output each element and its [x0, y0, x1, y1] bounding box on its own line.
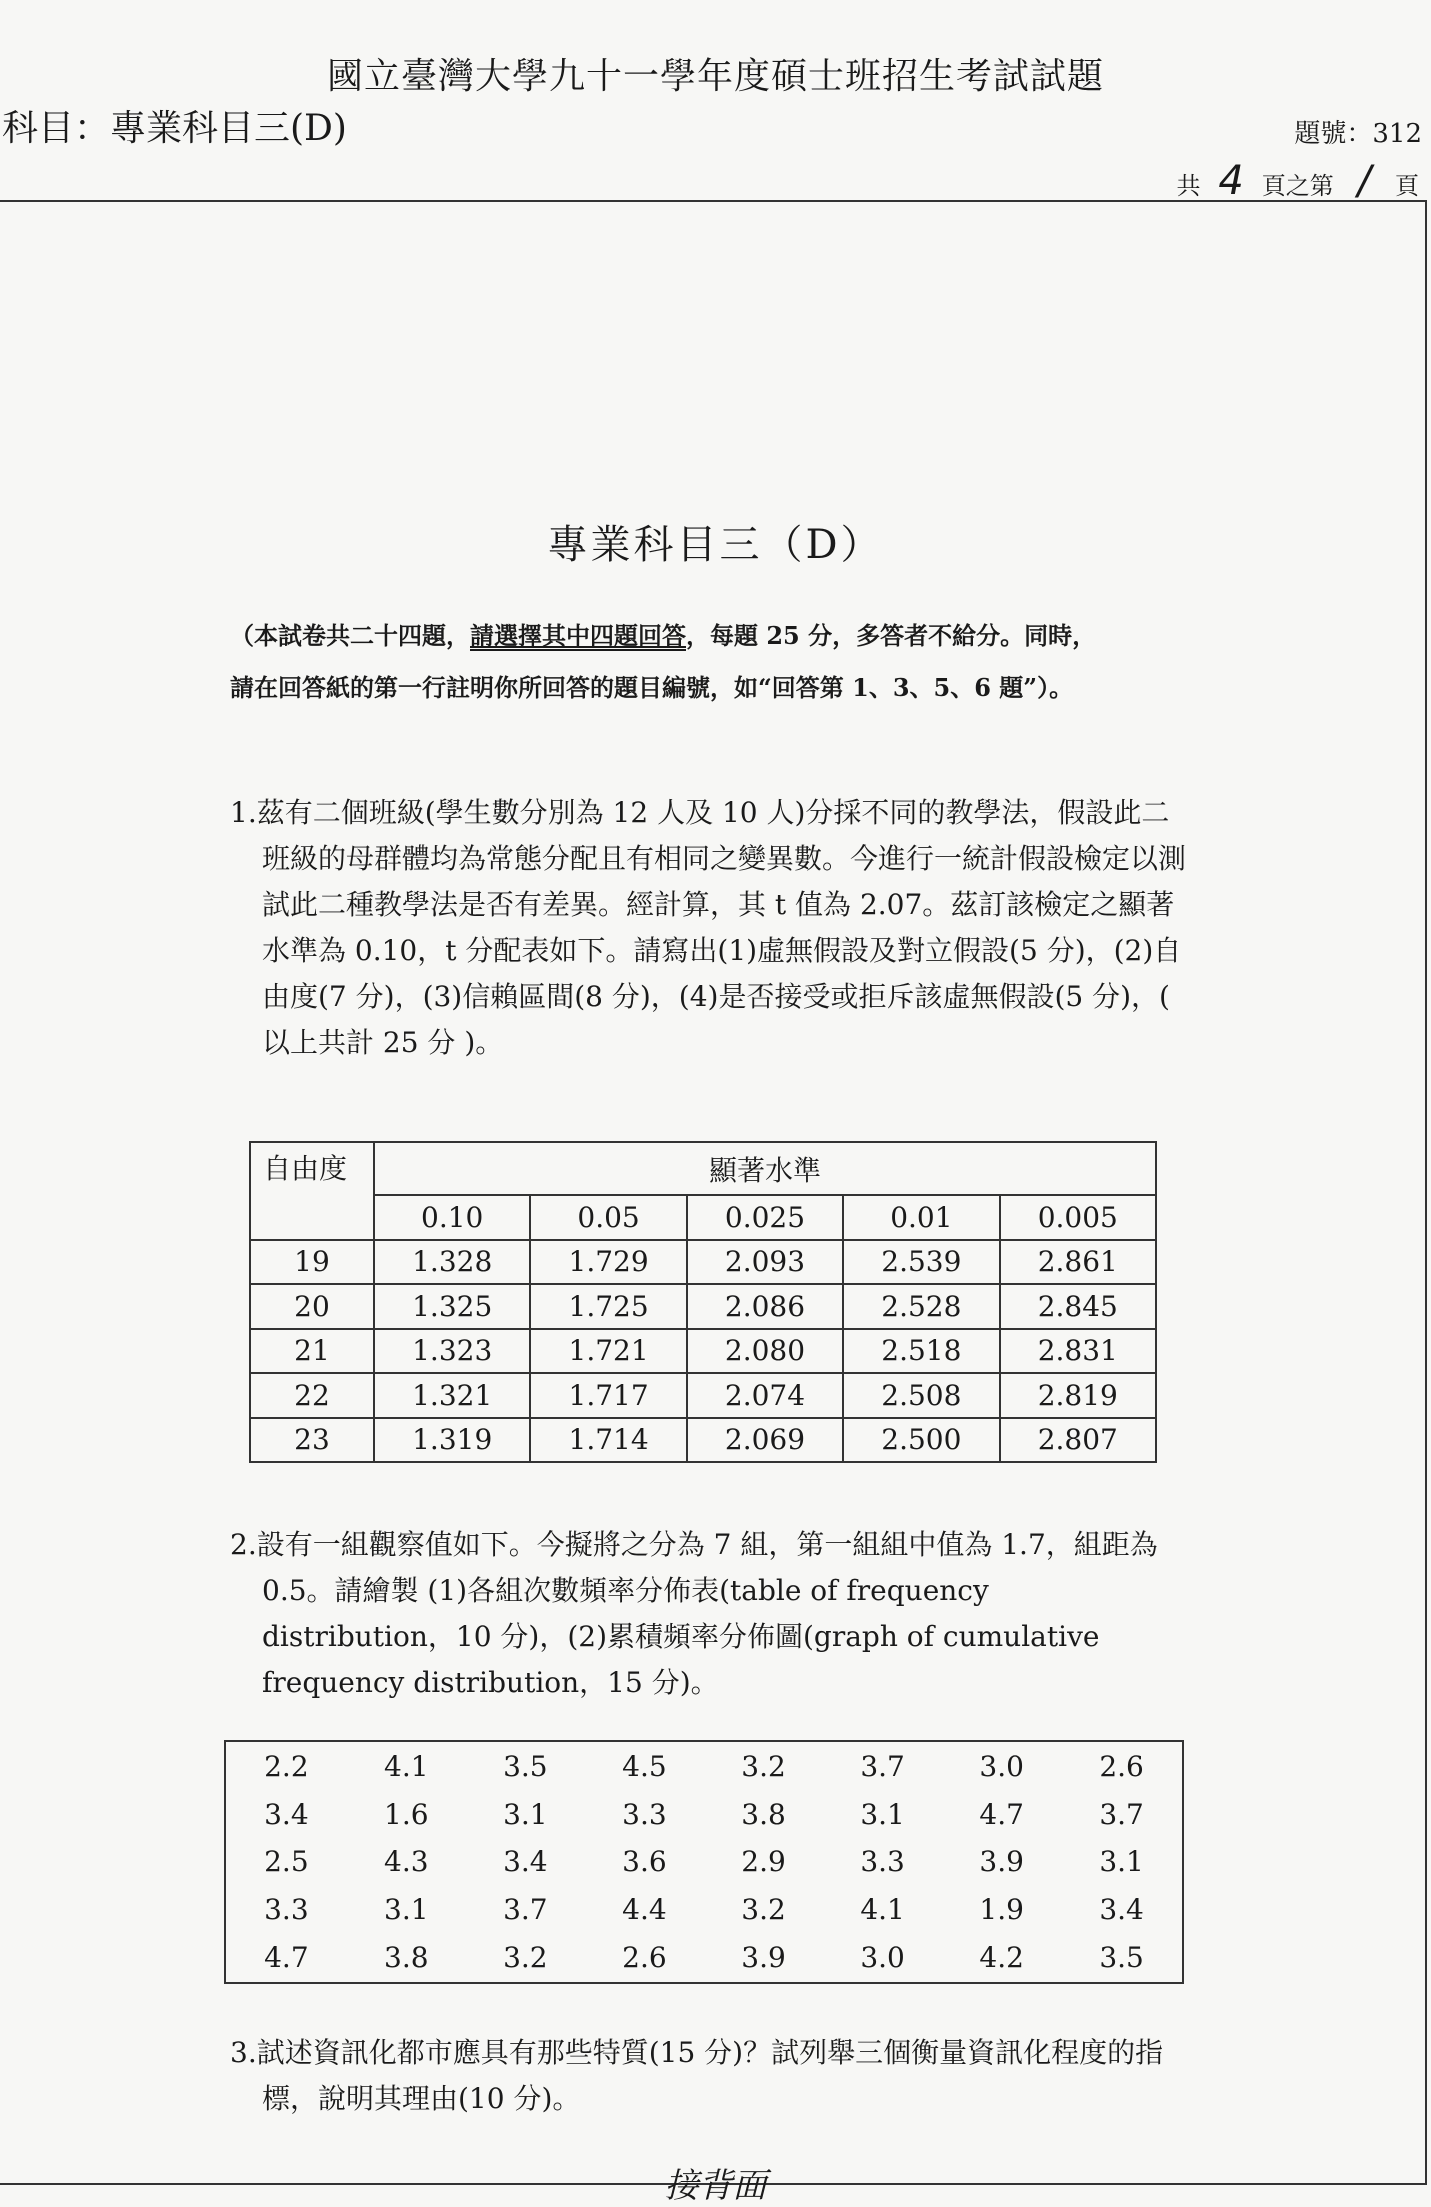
level-cell: 0.005 [1000, 1195, 1156, 1239]
value-cell: 1.721 [530, 1329, 686, 1373]
value-cell: 2.518 [843, 1329, 999, 1373]
obs-cell: 2.5 [264, 1845, 309, 1879]
obs-cell: 4.7 [979, 1797, 1024, 1831]
value-cell: 1.729 [530, 1240, 686, 1284]
instructions-part-c: ，每題 25 分，多答者不給分。同時， [686, 621, 1097, 650]
page-total-prefix: 共 [1176, 172, 1201, 200]
value-cell: 1.325 [374, 1284, 530, 1328]
df-cell: 22 [250, 1373, 374, 1417]
page-current: / [1357, 158, 1372, 204]
value-cell: 2.074 [687, 1373, 843, 1417]
obs-cell: 2.6 [1099, 1749, 1144, 1783]
value-cell: 1.319 [374, 1418, 530, 1462]
obs-cell: 4.1 [860, 1893, 905, 1927]
obs-cell: 3.8 [741, 1797, 786, 1831]
df-cell: 20 [250, 1284, 374, 1328]
table-row [225, 1790, 1183, 1838]
value-cell: 1.321 [374, 1373, 530, 1417]
value-cell: 1.717 [530, 1373, 686, 1417]
obs-cell: 3.9 [741, 1941, 786, 1975]
value-cell: 1.725 [530, 1284, 686, 1328]
obs-cell: 3.1 [1099, 1845, 1144, 1879]
table-row [225, 1838, 1183, 1886]
obs-cell: 1.9 [979, 1893, 1024, 1927]
obs-cell: 3.1 [384, 1893, 429, 1927]
table-row [250, 1329, 1156, 1373]
obs-cell: 3.3 [264, 1893, 309, 1927]
value-cell: 2.500 [843, 1418, 999, 1462]
value-cell: 2.508 [843, 1373, 999, 1417]
df-cell: 19 [250, 1240, 374, 1284]
level-cell: 0.05 [530, 1195, 686, 1239]
table-row [250, 1240, 1156, 1284]
value-cell: 2.080 [687, 1329, 843, 1373]
df-cell: 21 [250, 1329, 374, 1373]
question-2 [230, 1522, 1190, 1706]
subject-label: 科目：專業科目三(D) [2, 108, 347, 149]
value-cell: 2.069 [687, 1418, 843, 1462]
obs-cell: 3.0 [860, 1941, 905, 1975]
obs-cell: 3.5 [503, 1749, 548, 1783]
obs-cell: 3.3 [860, 1845, 905, 1879]
page-total: 4 [1218, 158, 1244, 204]
value-cell: 1.328 [374, 1240, 530, 1284]
value-cell: 2.831 [1000, 1329, 1156, 1373]
level-cell: 0.025 [687, 1195, 843, 1239]
value-cell: 2.861 [1000, 1240, 1156, 1284]
obs-cell: 4.3 [384, 1845, 429, 1879]
obs-cell: 3.1 [503, 1797, 548, 1831]
obs-cell: 3.2 [741, 1893, 786, 1927]
table-row [250, 1418, 1156, 1462]
obs-cell: 3.7 [1099, 1797, 1144, 1831]
obs-cell: 4.2 [979, 1941, 1024, 1975]
value-cell: 2.086 [687, 1284, 843, 1328]
level-header-row [250, 1195, 1156, 1239]
obs-cell: 3.4 [264, 1797, 309, 1831]
continue-on-back-note: 接背面 [664, 2166, 767, 2206]
table-row [225, 1886, 1183, 1934]
observations-table [224, 1740, 1184, 1984]
obs-cell: 3.8 [384, 1941, 429, 1975]
obs-cell: 2.6 [622, 1941, 667, 1975]
value-cell: 2.845 [1000, 1284, 1156, 1328]
obs-cell: 3.0 [979, 1749, 1024, 1783]
obs-cell: 3.4 [503, 1845, 548, 1879]
obs-cell: 3.7 [860, 1749, 905, 1783]
df-cell: 23 [250, 1418, 374, 1462]
exam-heading: 專業科目三（D） [547, 522, 884, 568]
obs-cell: 3.9 [979, 1845, 1024, 1879]
level-cell: 0.01 [843, 1195, 999, 1239]
instructions-emphasis: 請選擇其中四題回答 [470, 621, 686, 650]
question-code: 題號：312 [1294, 119, 1422, 149]
value-cell: 2.807 [1000, 1418, 1156, 1462]
obs-cell: 4.1 [384, 1749, 429, 1783]
value-cell: 2.819 [1000, 1373, 1156, 1417]
question-3 [230, 2030, 1190, 2122]
table-row [225, 1934, 1183, 1983]
instructions-part-a: （本試卷共二十四題， [230, 621, 470, 650]
question-1 [230, 790, 1190, 1066]
question-2-text: 2.設有一組觀察值如下。今擬將之分為 7 組，第一組組中值為 1.7，組距為 0.5。請繪製 (1)各組次數頻率分佈表(table of frequency distribution，10 分)，(2)累積頻率分佈圖(graph of cumulative frequency distribution，15 分)。 [230, 1528, 1158, 1699]
obs-cell: 4.4 [622, 1893, 667, 1927]
obs-cell: 2.9 [741, 1845, 786, 1879]
obs-cell: 3.2 [503, 1941, 548, 1975]
level-cell: 0.10 [374, 1195, 530, 1239]
obs-cell: 3.4 [1099, 1893, 1144, 1927]
obs-cell: 3.7 [503, 1893, 548, 1927]
obs-cell: 3.1 [860, 1797, 905, 1831]
obs-cell: 4.5 [622, 1749, 667, 1783]
value-cell: 2.528 [843, 1284, 999, 1328]
obs-cell: 3.3 [622, 1797, 667, 1831]
value-cell: 1.323 [374, 1329, 530, 1373]
value-cell: 1.714 [530, 1418, 686, 1462]
obs-cell: 3.5 [1099, 1941, 1144, 1975]
page-suffix: 頁 [1395, 172, 1419, 200]
table-row [250, 1284, 1156, 1328]
obs-cell: 2.2 [264, 1749, 309, 1783]
obs-cell: 1.6 [384, 1797, 429, 1831]
obs-cell: 3.2 [741, 1749, 786, 1783]
obs-cell: 4.7 [264, 1941, 309, 1975]
university-title: 國立臺灣大學九十一學年度碩士班招生考試試題 [326, 56, 1104, 97]
question-1-text: 1.茲有二個班級(學生數分別為 12 人及 10 人)分採不同的教學法，假設此二班級的母群體均為常態分配且有相同之變異數。今進行一統計假設檢定以測試此二種教學法是否有差異。經計算，其 t 值為 2.07。茲訂該檢定之顯著水準為 0.10，t 分配表如下。請寫出(1)虛無假設及對立假設(5 分)，(2)自由度(7 分)，(3)信賴區間(8 分)，(4)是否接受或拒斥該虛無假設(5 分)，( 以上共計 25 分 )。 [230, 796, 1187, 1059]
instructions-part-d: 請在回答紙的第一行註明你所回答的題目編號，如“回答第 1、3、5、6 題”）。 [230, 673, 1074, 702]
table-header-row [250, 1142, 1156, 1195]
df-header: 自由度 [250, 1142, 374, 1240]
value-cell: 2.539 [843, 1240, 999, 1284]
table-row [225, 1741, 1183, 1790]
page-mid-text: 頁之第 [1261, 172, 1334, 200]
obs-cell: 3.6 [622, 1845, 667, 1879]
t-distribution-table [249, 1141, 1157, 1463]
table-row [250, 1373, 1156, 1417]
page-indicator [1176, 158, 1419, 204]
significance-header: 顯著水準 [374, 1142, 1156, 1195]
exam-instructions [230, 610, 1210, 714]
question-3-text: 3.試述資訊化都市應具有那些特質(15 分)？試列舉三個衡量資訊化程度的指標，說明其理由(10 分)。 [230, 2036, 1164, 2115]
value-cell: 2.093 [687, 1240, 843, 1284]
